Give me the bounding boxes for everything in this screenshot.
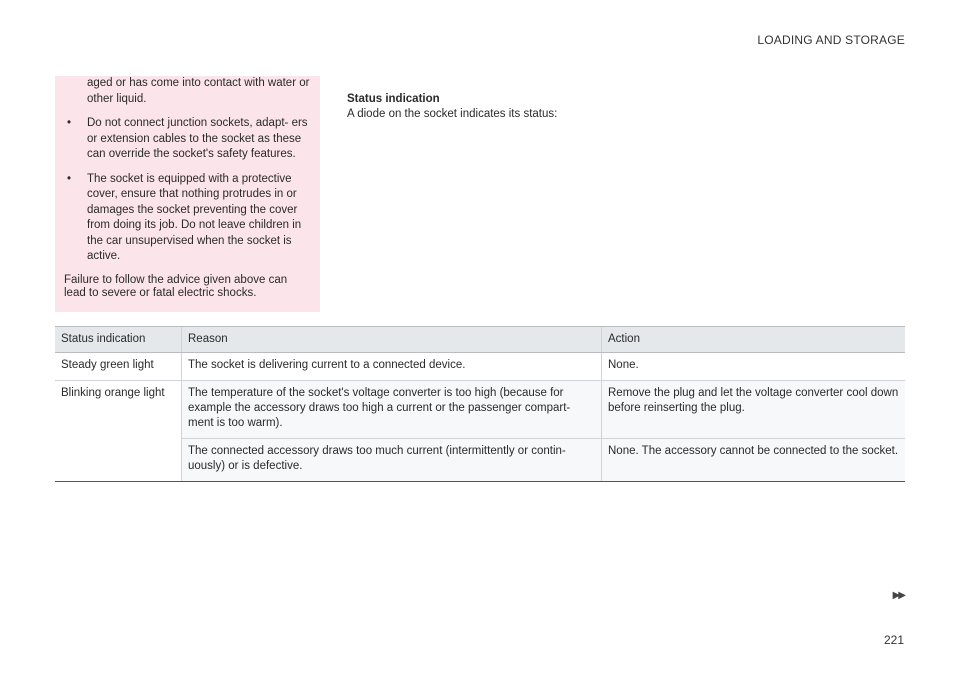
- table-header-row: [55, 327, 905, 353]
- cell-reason: The temperature of the socket's voltage converter is too high (because for example the accessory draws too high a current or the passenger compart- ment is too warm).: [182, 381, 602, 439]
- column-header-status: Status indication: [55, 327, 182, 353]
- cell-action: Remove the plug and let the voltage converter cool down before reinserting the plug.: [602, 381, 906, 439]
- column-header-reason: Reason: [182, 327, 602, 353]
- warning-continuation-text: aged or has come into contact with water or other liquid.: [87, 77, 310, 105]
- next-page-arrows-icon: ▶▶: [892, 590, 904, 601]
- bullet-icon: •: [67, 172, 72, 185]
- warning-final-text: Failure to follow the advice given above can lead to severe or fatal electric shocks.: [64, 273, 288, 299]
- warning-bullet-item: [64, 172, 310, 265]
- warning-bullet-text: The socket is equipped with a protective cover, ensure that nothing protrudes in or damages the socket preventing the cover from doing its job. Do not leave children in the car unsupervised when the socket is active.: [87, 172, 302, 262]
- bullet-icon: •: [67, 117, 72, 129]
- warning-bullet-item: [64, 116, 310, 163]
- status-table: [55, 326, 905, 482]
- table-row: [55, 381, 905, 439]
- cell-reason: The connected accessory draws too much current (intermittently or contin- uously) or is defective.: [182, 439, 602, 482]
- column-header-action: Action: [602, 327, 906, 353]
- section-heading: Status indication: [347, 93, 440, 105]
- cell-status: Steady green light: [55, 353, 182, 381]
- warning-box: [55, 76, 320, 312]
- warning-bullet-text: Do not connect junction sockets, adapt- ers or extension cables to the socket as these can override the socket's safety features.: [87, 117, 308, 160]
- table-row: [55, 439, 905, 482]
- section-text: A diode on the socket indicates its status:: [347, 108, 558, 120]
- cell-action: None. The accessory cannot be connected to the socket.: [602, 439, 906, 482]
- status-section: [347, 92, 747, 122]
- cell-reason: The socket is delivering current to a connected device.: [182, 353, 602, 381]
- page-number: 221: [883, 633, 904, 647]
- table-row: [55, 353, 905, 381]
- page-header-title: LOADING AND STORAGE: [757, 33, 905, 47]
- cell-action: None.: [602, 353, 906, 381]
- cell-status: Blinking orange light: [55, 381, 182, 482]
